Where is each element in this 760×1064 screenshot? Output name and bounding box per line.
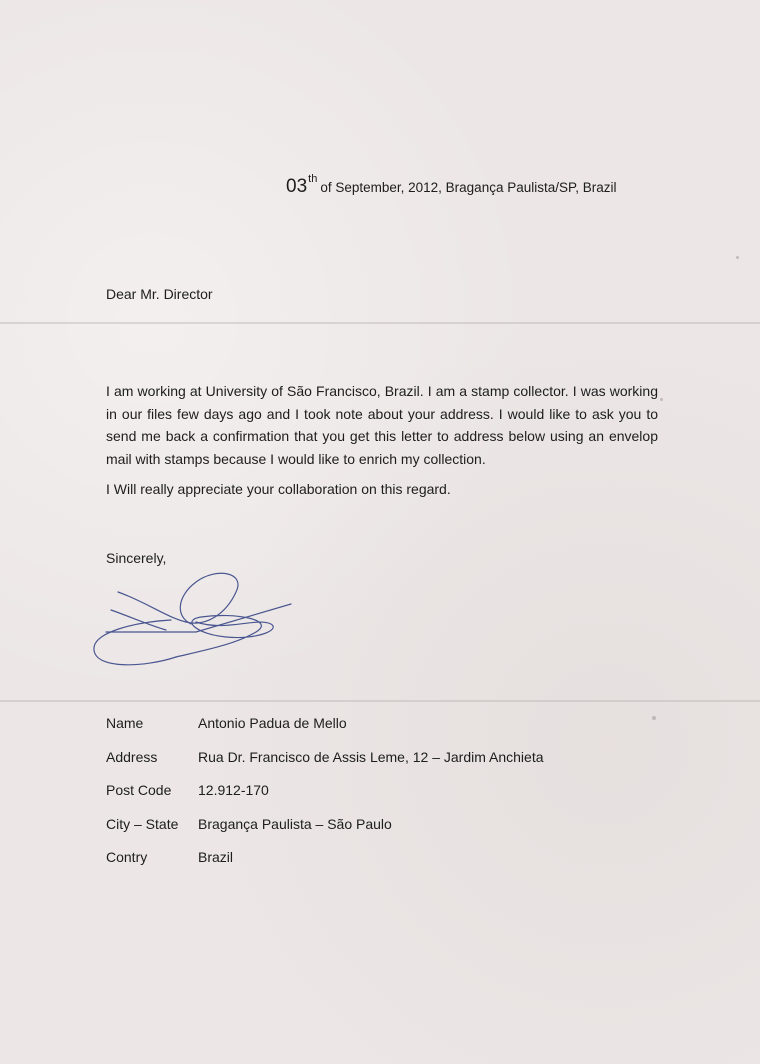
address-label: Contry (106, 849, 148, 865)
date-day: 03 (286, 176, 308, 197)
paper-speck (660, 398, 663, 401)
address-label: City – State (106, 815, 179, 832)
body-paragraph: I Will really appreciate your collaboration on this regard. (106, 481, 451, 497)
address-label: Post Code (106, 782, 172, 798)
letter-date (286, 173, 617, 198)
paper-fold-line (0, 322, 760, 324)
letter-body (106, 380, 658, 501)
address-value: 12.912-170 (198, 782, 269, 798)
address-value: Bragança Paulista – São Paulo (198, 815, 392, 832)
paper-speck (736, 256, 739, 259)
body-paragraph: I am working at University of São Francisco, Brazil. I am a stamp collector. I was working in our files few days ago and I took note about your address. I would like to ask you to send me back a confirmation that you get this letter to address below using an envelop mail with stamps because I would like to enrich my collection. (106, 383, 658, 467)
handwritten-signature (86, 562, 306, 674)
paper-fold-line (0, 700, 760, 702)
address-value: Rua Dr. Francisco de Assis Leme, 12 – Jardim Anchieta (198, 748, 544, 765)
paper-speck (652, 716, 656, 720)
address-value: Brazil (198, 849, 234, 865)
date-rest: of September, 2012, Bragança Paulista/SP, Brazil (320, 180, 617, 195)
address-label: Name (106, 715, 144, 731)
closing: Sincerely, (106, 550, 167, 566)
date-suffix: th (308, 173, 318, 185)
address-label: Address (106, 748, 158, 765)
address-value: Antonio Padua de Mello (198, 715, 347, 731)
salutation: Dear Mr. Director (106, 286, 213, 302)
